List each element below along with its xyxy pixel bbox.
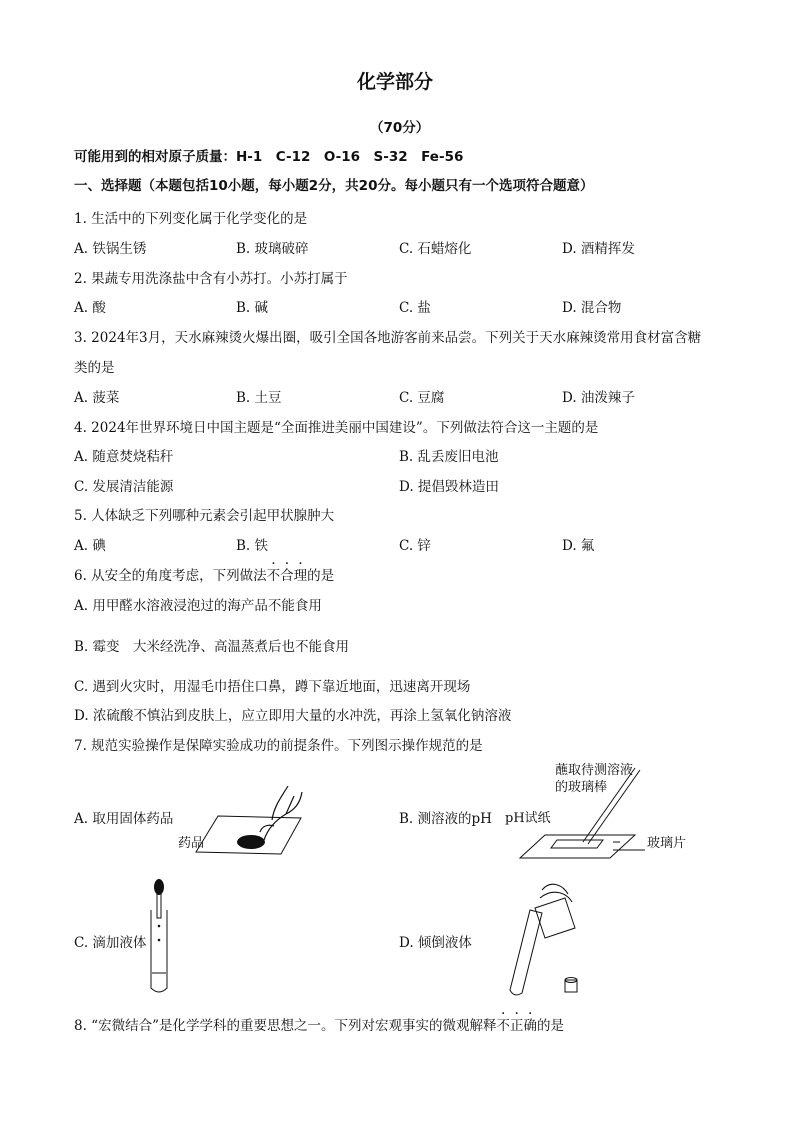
figure-pouring-liquid <box>480 880 590 1000</box>
label-rod-line2: 的玻璃棒 <box>555 780 608 795</box>
q3-option-a[interactable]: A. 菠菜 <box>74 390 120 406</box>
label-rod-line1: 蘸取待测溶液 <box>555 763 634 778</box>
emphasis-dot-char: 确 <box>523 1018 537 1034</box>
section-heading: 一、选择题（本题包括10小题，每小题2分，共20分。每小题只有一个选项符合题意） <box>74 178 594 194</box>
q8-stem: 8. “宏微结合”是化学学科的重要思想之一。下列对宏观事实的微观解释不正确的是 <box>74 1018 564 1034</box>
figure-dropper-test-tube <box>148 878 178 998</box>
q1-option-b[interactable]: B. 玻璃破碎 <box>236 241 309 257</box>
score-label: （70分） <box>370 120 430 136</box>
q4-stem: 4. 2024年世界环境日中国主题是“全面推进美丽中国建设”。下列做法符合这一主题的是 <box>74 420 599 436</box>
figure-solid-reagent-by-hand <box>176 776 306 856</box>
q1-option-c[interactable]: C. 石蜡熔化 <box>399 241 472 257</box>
q6-option-d[interactable]: D. 浓硫酸不慎沾到皮肤上，应立即用大量的水冲洗，再涂上氢氧化钠溶液 <box>74 708 512 724</box>
atomic-masses: 可能用到的相对原子质量：H-1 C-12 O-16 S-32 Fe-56 <box>74 149 464 165</box>
q5-stem: 5. 人体缺乏下列哪种元素会引起甲状腺肿大 <box>74 508 335 524</box>
q4-option-d[interactable]: D. 提倡毁林造田 <box>399 479 499 495</box>
q7-option-d[interactable]: D. 倾倒液体 <box>399 935 472 951</box>
page-title: 化学部分 <box>357 71 434 93</box>
q3-option-b[interactable]: B. 土豆 <box>236 390 282 406</box>
q5-option-b[interactable]: B. 铁 <box>236 538 269 554</box>
q6-option-a[interactable]: A. 用甲醛水溶液浸泡过的海产品不能食用 <box>74 598 322 614</box>
q2-option-b[interactable]: B. 碱 <box>236 300 269 316</box>
q7-option-b[interactable]: B. 测溶液的pH <box>399 811 492 827</box>
emphasis-dot-char: 合 <box>280 568 294 584</box>
q3-option-c[interactable]: C. 豆腐 <box>399 390 445 406</box>
q3-option-d[interactable]: D. 油泼辣子 <box>562 390 635 406</box>
emphasis-dot-char: 正 <box>509 1018 524 1034</box>
q6-stem: 6. 从安全的角度考虑，下列做法不合理的是 <box>74 568 335 584</box>
q7-option-c[interactable]: C. 滴加液体 <box>74 935 147 951</box>
q2-option-a[interactable]: A. 酸 <box>74 300 106 316</box>
q1-stem: 1. 生活中的下列变化属于化学变化的是 <box>74 211 308 227</box>
emphasis-dot-char: 不 <box>496 1018 510 1034</box>
q7-stem: 7. 规范实验操作是保障实验成功的前提条件。下列图示操作规范的是 <box>74 738 483 754</box>
q3-stem-line1: 3. 2024年3月，天水麻辣烫火爆出圈，吸引全国各地游客前来品尝。下列关于天水麻辣烫常用食材富含糖 <box>74 330 702 346</box>
q4-option-c[interactable]: C. 发展清洁能源 <box>74 479 174 495</box>
q7-option-a[interactable]: A. 取用固体药品 <box>74 811 174 827</box>
q6-option-c[interactable]: C. 遇到火灾时，用湿毛巾捂住口鼻，蹲下靠近地面，迅速离开现场 <box>74 679 471 695</box>
figure-ph-measurement <box>485 760 695 865</box>
q2-option-d[interactable]: D. 混合物 <box>562 300 622 316</box>
q1-option-d[interactable]: D. 酒精挥发 <box>562 241 635 257</box>
label-ph-paper: pH试纸 <box>505 811 551 826</box>
q2-stem: 2. 果蔬专用洗涤盐中含有小苏打。小苏打属于 <box>74 271 348 287</box>
q2-option-c[interactable]: C. 盐 <box>399 300 431 316</box>
emphasis-dot-char: 理 <box>293 568 308 584</box>
q4-option-a[interactable]: A. 随意焚烧秸秆 <box>74 449 174 465</box>
q4-option-b[interactable]: B. 乱丢废旧电池 <box>399 449 499 465</box>
q5-option-d[interactable]: D. 氟 <box>562 538 595 554</box>
emphasis-dot-char: 不 <box>266 568 281 584</box>
q6-option-b[interactable]: B. 霉变 大米经洗净、高温蒸煮后也不能食用 <box>74 639 350 655</box>
label-glass-slide: 玻璃片 <box>647 836 687 851</box>
q1-option-a[interactable]: A. 铁锅生锈 <box>74 241 147 257</box>
q3-stem-line2: 类的是 <box>74 360 115 376</box>
q5-option-c[interactable]: C. 锌 <box>399 538 431 554</box>
q5-option-a[interactable]: A. 碘 <box>74 538 106 554</box>
label-reagent: 药品 <box>178 836 205 851</box>
